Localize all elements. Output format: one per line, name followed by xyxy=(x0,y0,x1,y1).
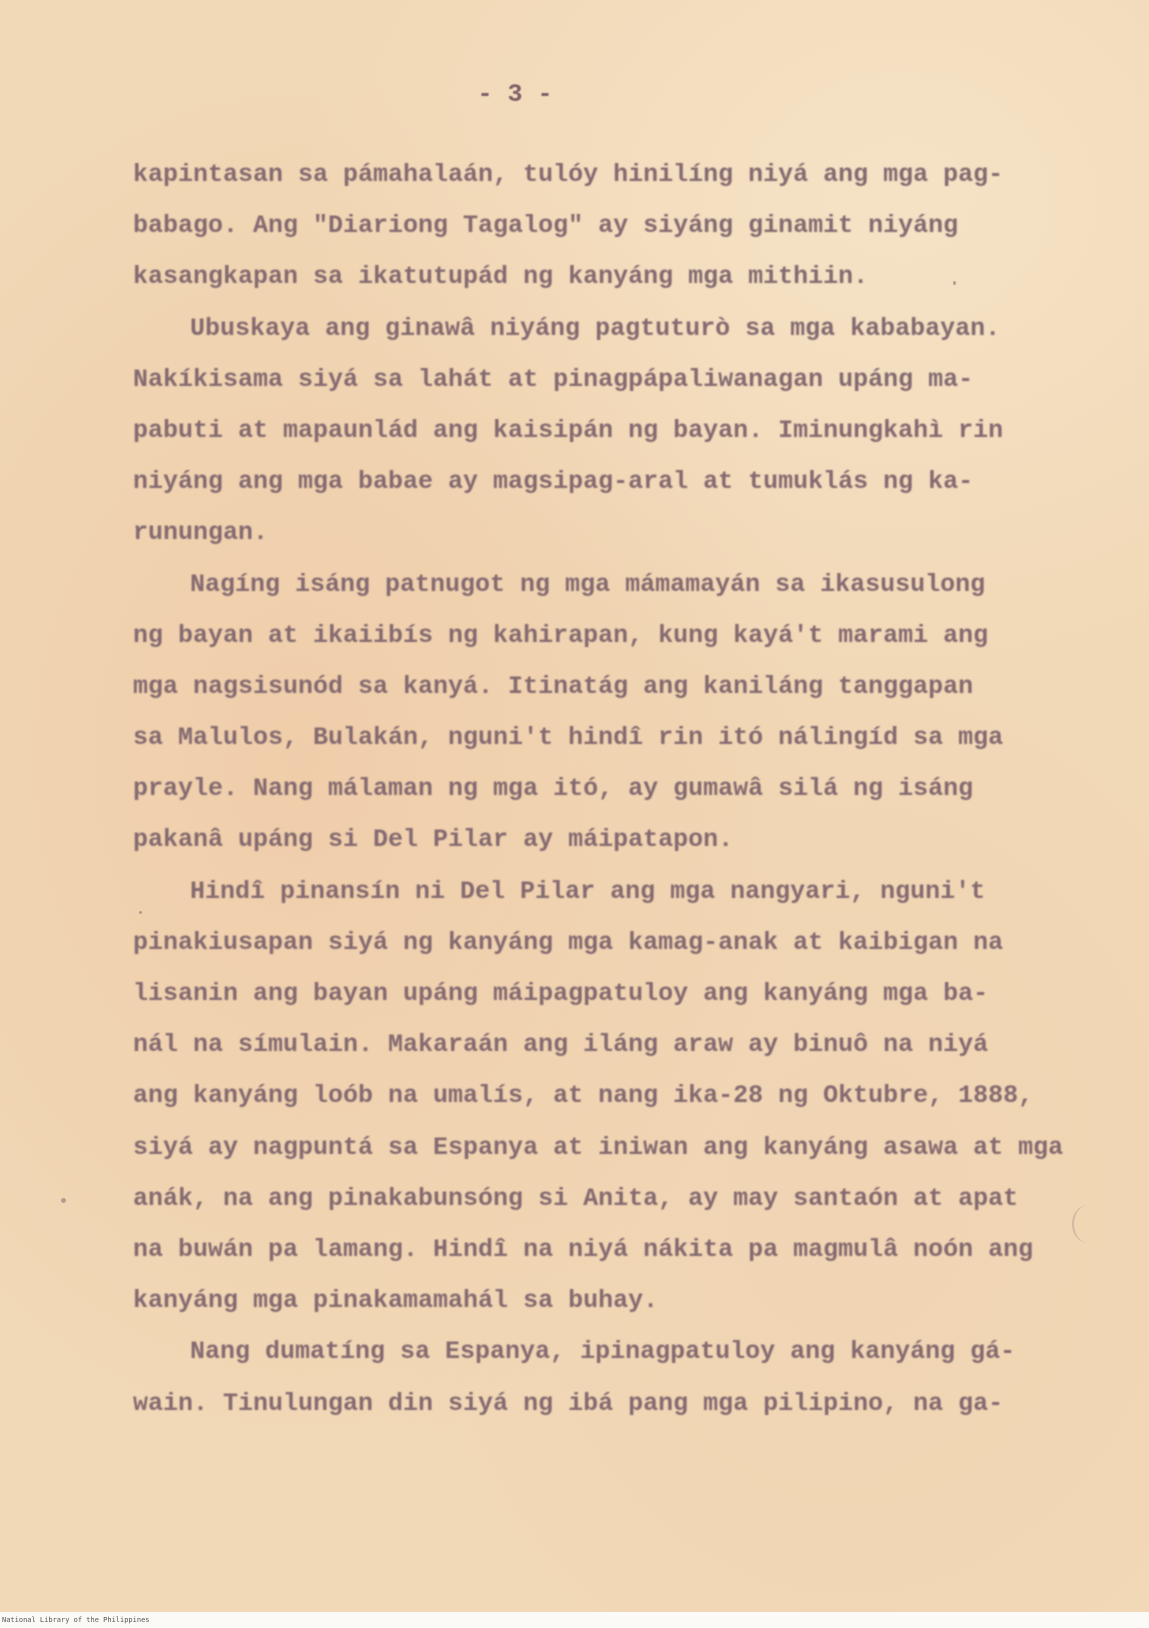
ink-speck xyxy=(61,1198,66,1203)
text-line: kanyáng mga pinakamamahál sa buhay. xyxy=(133,1286,659,1316)
text-line: pakanâ upáng si Del Pilar ay máipatapon. xyxy=(133,825,734,855)
text-line: siyá ay nagpuntá sa Espanya at iniwan ang kanyáng asawa at mga xyxy=(133,1132,1064,1162)
paragraph xyxy=(133,559,1113,866)
text-line: Nagíng isáng patnugot ng mga mámamayán sa ikasusulong xyxy=(190,569,986,599)
text-line: kasangkapan sa ikatutupád ng kanyáng mga mithiin. xyxy=(133,262,869,292)
text-line: Nakíkisama siyá sa lahát at pinagpápaliwanagan upáng ma- xyxy=(133,364,974,394)
text-line: sa Malulos, Bulakán, nguni't hindî rin itó nálingíd sa mga xyxy=(133,723,1004,753)
page-number: - 3 - xyxy=(477,80,553,109)
paper-crease-mark xyxy=(1072,1205,1104,1243)
ink-speck xyxy=(139,911,142,914)
document-body xyxy=(133,149,1113,1429)
text-line: pinakiusapan siyá ng kanyáng mga kamag-anak at kaibigan na xyxy=(133,927,1004,957)
text-line: Nang dumatíng sa Espanya, ipinagpatuloy ang kanyáng gá- xyxy=(190,1337,1016,1367)
paragraph xyxy=(133,866,1113,1327)
text-line: niyáng ang mga babae ay magsipag-aral at tumuklás ng ka- xyxy=(133,467,974,497)
text-line: mga nagsisunód sa kanyá. Itinatág ang kaniláng tanggapan xyxy=(133,671,974,701)
paragraph xyxy=(133,149,1113,303)
ink-speck xyxy=(953,281,956,285)
text-line: anák, na ang pinakabunsóng si Anita, ay may santaón at apat xyxy=(133,1183,1019,1213)
text-line: babago. Ang "Diariong Tagalog" ay siyáng ginamit niyáng xyxy=(133,211,959,241)
text-line: ng bayan at ikaiibís ng kahirapan, kung kayá't marami ang xyxy=(133,620,989,650)
text-line: pabuti at mapaunlád ang kaisipán ng bayan. Iminungkahì rin xyxy=(133,415,1004,445)
text-line: nál na símulain. Makaraán ang iláng araw ay binuô na niyá xyxy=(133,1030,989,1060)
text-line: Hindî pinansín ni Del Pilar ang mga nangyari, nguni't xyxy=(190,876,986,906)
text-line: ang kanyáng loób na umalís, at nang ika-28 ng Oktubre, 1888, xyxy=(133,1081,1034,1111)
text-line: lisanin ang bayan upáng máipagpatuloy ang kanyáng mga ba- xyxy=(133,979,989,1008)
scan-footer xyxy=(0,1612,1149,1628)
text-line: Ubuskaya ang ginawâ niyáng pagtuturò sa mga kababayan. xyxy=(190,313,1001,343)
text-line: kapintasan sa pámahalaán, tulóy hinilíng niyá ang mga pag- xyxy=(133,160,1004,189)
text-line: na buwán pa lamang. Hindî na niyá nákita pa magmulâ noón ang xyxy=(133,1234,1034,1264)
text-line: runungan. xyxy=(133,518,269,548)
library-credit: National Library of the Philippines xyxy=(2,1616,150,1624)
paragraph xyxy=(133,1326,1113,1428)
paragraph xyxy=(133,303,1113,559)
text-line: wain. Tinulungan din siyá ng ibá pang mga pilipino, na ga- xyxy=(133,1388,1004,1418)
text-line: prayle. Nang málaman ng mga itó, ay gumawâ silá ng isáng xyxy=(133,774,974,804)
